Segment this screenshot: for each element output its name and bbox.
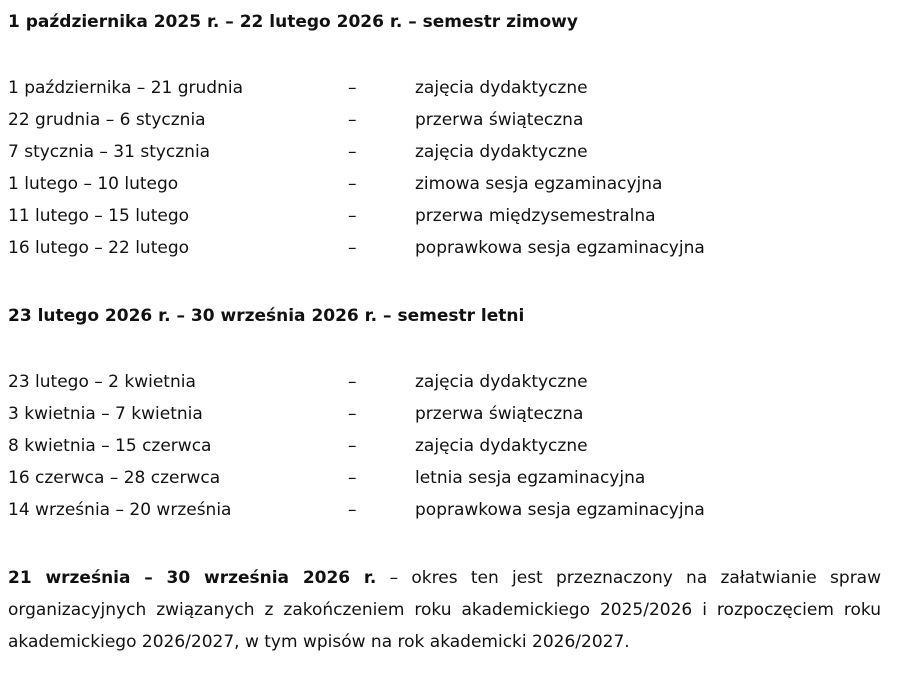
note-bold-dates: 21 września – 30 września 2026 r.	[8, 568, 377, 588]
summer-heading-label: semestr letni	[397, 306, 525, 326]
period-dates: 1 lutego – 10 lutego	[8, 174, 179, 194]
period-dates: 16 lutego – 22 lutego	[8, 238, 190, 258]
period-dash: –	[348, 174, 357, 194]
period-activity: poprawkowa sesja egzaminacyjna	[415, 500, 705, 520]
winter-row	[8, 141, 884, 173]
period-dash: –	[348, 142, 357, 162]
period-dash: –	[348, 110, 357, 130]
summer-heading-dates: 23 lutego 2026 r. – 30 września 2026 r.	[8, 306, 378, 326]
period-dates: 1 października – 21 grudnia	[8, 78, 244, 98]
period-activity: przerwa świąteczna	[415, 110, 584, 130]
period-dash: –	[348, 372, 357, 392]
period-dash: –	[348, 468, 357, 488]
period-activity: zajęcia dydaktyczne	[415, 436, 588, 456]
winter-row	[8, 173, 884, 205]
note-text: – okres ten jest przeznaczony na załatwianie spraw organizacyjnych związanych z zakończeniem roku akademickiego 2025/2026 i rozpoczęciem roku akademickiego 2026/2027, w tym wpisów na rok akademicki 2026/2027.	[8, 568, 882, 652]
period-activity: przerwa świąteczna	[415, 404, 584, 424]
summer-row	[8, 467, 884, 499]
period-dates: 16 czerwca – 28 czerwca	[8, 468, 221, 488]
winter-semester-heading	[8, 11, 578, 33]
period-dash: –	[348, 238, 357, 258]
winter-heading-dates: 1 października 2025 r. – 22 lutego 2026 r.	[8, 12, 403, 32]
period-dash: –	[348, 500, 357, 520]
summer-heading-separator: –	[377, 306, 398, 326]
winter-row	[8, 77, 884, 109]
period-activity: letnia sesja egzaminacyjna	[415, 468, 646, 488]
period-dash: –	[348, 436, 357, 456]
period-activity: zajęcia dydaktyczne	[415, 78, 588, 98]
period-dates: 22 grudnia – 6 stycznia	[8, 110, 206, 130]
period-dash: –	[348, 206, 357, 226]
period-dates: 7 stycznia – 31 stycznia	[8, 142, 211, 162]
period-dates: 3 kwietnia – 7 kwietnia	[8, 404, 203, 424]
period-activity: poprawkowa sesja egzaminacyjna	[415, 238, 705, 258]
period-dash: –	[348, 404, 357, 424]
summer-row	[8, 499, 884, 531]
winter-row	[8, 109, 884, 141]
period-dash: –	[348, 78, 357, 98]
winter-row	[8, 205, 884, 237]
period-activity: zajęcia dydaktyczne	[415, 372, 588, 392]
summer-row	[8, 403, 884, 435]
summer-row	[8, 371, 884, 403]
period-dates: 23 lutego – 2 kwietnia	[8, 372, 196, 392]
period-activity: zajęcia dydaktyczne	[415, 142, 588, 162]
winter-row	[8, 237, 884, 269]
winter-heading-label: semestr zimowy	[422, 12, 578, 32]
period-dates: 8 kwietnia – 15 czerwca	[8, 436, 212, 456]
winter-heading-separator: –	[402, 12, 423, 32]
summer-row	[8, 435, 884, 467]
summer-semester-heading	[8, 305, 524, 327]
organizational-period-note	[8, 562, 881, 658]
period-dates: 14 września – 20 września	[8, 500, 232, 520]
period-activity: przerwa międzysemestralna	[415, 206, 656, 226]
period-activity: zimowa sesja egzaminacyjna	[415, 174, 663, 194]
period-dates: 11 lutego – 15 lutego	[8, 206, 190, 226]
